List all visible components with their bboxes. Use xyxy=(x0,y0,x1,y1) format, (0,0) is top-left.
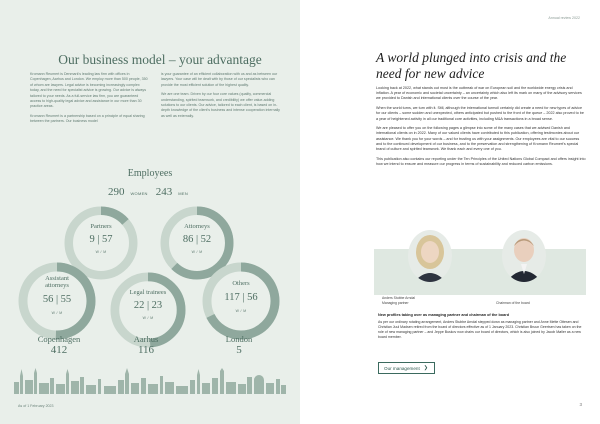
donut-value: 22 | 23 xyxy=(133,300,163,311)
city-name: Aarhus xyxy=(133,334,159,344)
city-count: 116 xyxy=(137,344,155,356)
business-model-text xyxy=(30,72,280,129)
new-profiles-text: As per our ordinary rotating arrangement, Anders Stubbe Arndal stepped down as managing partner and Anne Mette Ottesen and Christian Juul Madsen retired from the board of directors effective as of 1 January 2023. Christian Bruun Geertsen has taken on the role of new managing partner – and Jeppe Buskov now chairs our board of directors, which is also joined by Jacob Møller as a new board member. xyxy=(378,320,582,339)
paragraph: Kromann Reumert is a partnership based on a principle of equal sharing between the partners. Our business model xyxy=(30,113,145,124)
photo-caption-right-role: Chairman of the board xyxy=(496,301,530,305)
business-model-title: Our business model – your advantage xyxy=(58,52,262,67)
city-name: London xyxy=(225,334,253,344)
city-count: 5 xyxy=(236,344,242,356)
paragraph: This publication also contains our reporting under the Ten Principles of the United Nations Global Compact and offers insight into how we intend to ensure and measure our progress in terms of sustainability and reduced carbon emissions. xyxy=(376,156,586,166)
donut-label: Assistant attorneys xyxy=(45,275,69,289)
portrait-managing-partner xyxy=(408,230,452,282)
man-portrait-icon xyxy=(502,230,546,282)
donut-value: 86 | 52 xyxy=(182,234,212,245)
donut-wm: W / M xyxy=(191,250,203,254)
donut-label: Others xyxy=(232,280,250,287)
paragraph: We are one team. Driven by our four core values (quality, commercial understanding, spirited teamwork, and credibility) we offer value-adding solutions to our clients. Our advice, tailored to each client, is based on in-depth knowledge of the client's business and intense cooperation internally as well as externally. xyxy=(161,92,280,118)
donut-value: 117 | 56 xyxy=(224,292,258,303)
donut-value: 56 | 55 xyxy=(42,294,72,305)
donut-wm: W / M xyxy=(95,250,107,254)
article-title: A world plunged into crisis and the need for new advice xyxy=(376,50,567,81)
text-column-2 xyxy=(161,72,280,129)
employees-totals xyxy=(70,182,230,200)
city-london xyxy=(196,334,282,356)
photo-caption-left-role: Managing partner xyxy=(382,301,409,305)
donut-value: 9 | 57 xyxy=(89,234,113,245)
city-copenhagen xyxy=(14,334,104,356)
donut-label: Partners xyxy=(90,223,112,230)
men-label: MEN xyxy=(178,191,189,196)
photo-caption-left-name: Anders Stubbe Arndal xyxy=(382,296,415,300)
woman-portrait-icon xyxy=(408,230,452,282)
men-count: 243 xyxy=(155,186,173,198)
chevron-right-icon: ❯ xyxy=(423,365,428,371)
leadership-photos xyxy=(374,216,586,306)
paragraph: Kromann Reumert is Denmark's leading law firm with offices in Copenhagen, Aarhus and London. We employ more than 500 people, 350 of whom are lawyers. Legal advice is becoming increasingly complex today, and the need for specialist advice is growing. Our advice is always tailored to your needs. As a full-service law firm, you are guaranteed access to high-quality legal advice and assistance in our more than 30 practice areas. xyxy=(30,72,148,109)
new-profiles-heading: New profiles taking over as managing partner and chairman of the board xyxy=(378,313,510,317)
running-header: Annual review 2022 xyxy=(548,16,580,20)
text-column-1 xyxy=(30,72,149,129)
paragraph: is your guarantee of an efficient collaboration with us and as between our lawyers. Your case will be dealt with by those of our specialists who can provide the most efficient solution of the highest quality. xyxy=(161,72,278,87)
women-label: WOMEN xyxy=(130,191,148,196)
article-body xyxy=(376,86,586,172)
button-label: Our management xyxy=(384,365,420,371)
city-name: Copenhagen xyxy=(37,334,81,344)
donut-label: Attorneys xyxy=(184,223,210,230)
portrait-chairman xyxy=(502,230,546,282)
photo-background-band xyxy=(374,249,586,295)
page-number: 3 xyxy=(579,402,582,407)
city-skyline-illustration xyxy=(14,368,286,394)
city-count: 412 xyxy=(50,344,68,356)
donut-others xyxy=(202,262,280,340)
city-aarhus xyxy=(106,334,186,356)
donut-wm: W / M xyxy=(142,316,154,320)
right-page xyxy=(300,0,600,424)
paragraph: We are pleased to offer you on the following pages a glimpse into some of the many cases that we advised Danish and international clients on in 2022. Many of our valued clients have contributed to this publication, offering testimonies about our assistance. We thank you for your words – and for trusting us with your assignments. Our employees are vital to our success and to the continued development of our business, and to the preservation and strengthening of Kromann Reumert's special brand of culture and spirited teamwork. We thank each and every one of you. xyxy=(376,126,580,152)
our-management-button[interactable] xyxy=(378,362,435,374)
women-count: 290 xyxy=(107,186,125,198)
donut-assistant-attorneys xyxy=(18,262,96,340)
donut-wm: W / M xyxy=(235,309,247,313)
paragraph: When the world turns, we turn with it. Still, although the international turmoil certainly did create a need for new types of advice for our clients – some sudden and unexpected, others anticipated but pushed to the front of the queue – 2022 also proved to be a year of heightened activity in all our traditional core activities, including M&A transactions in a broad sense. xyxy=(376,106,584,121)
donut-wm: W / M xyxy=(51,311,63,315)
paragraph: Looking back at 2022, what stands out most is the outbreak of war on European soil and the worldwide energy crisis and inflation. A year of economic and societal uncertainty – an uncertainty which also left its mark on many of the advisory services we provided to Danish and international clients over the course of the year. xyxy=(376,86,582,101)
donut-label: Legal trainees xyxy=(129,289,167,296)
employees-title: Employees xyxy=(127,168,173,179)
left-page-footer: As of 1 February 2023 xyxy=(18,404,54,408)
